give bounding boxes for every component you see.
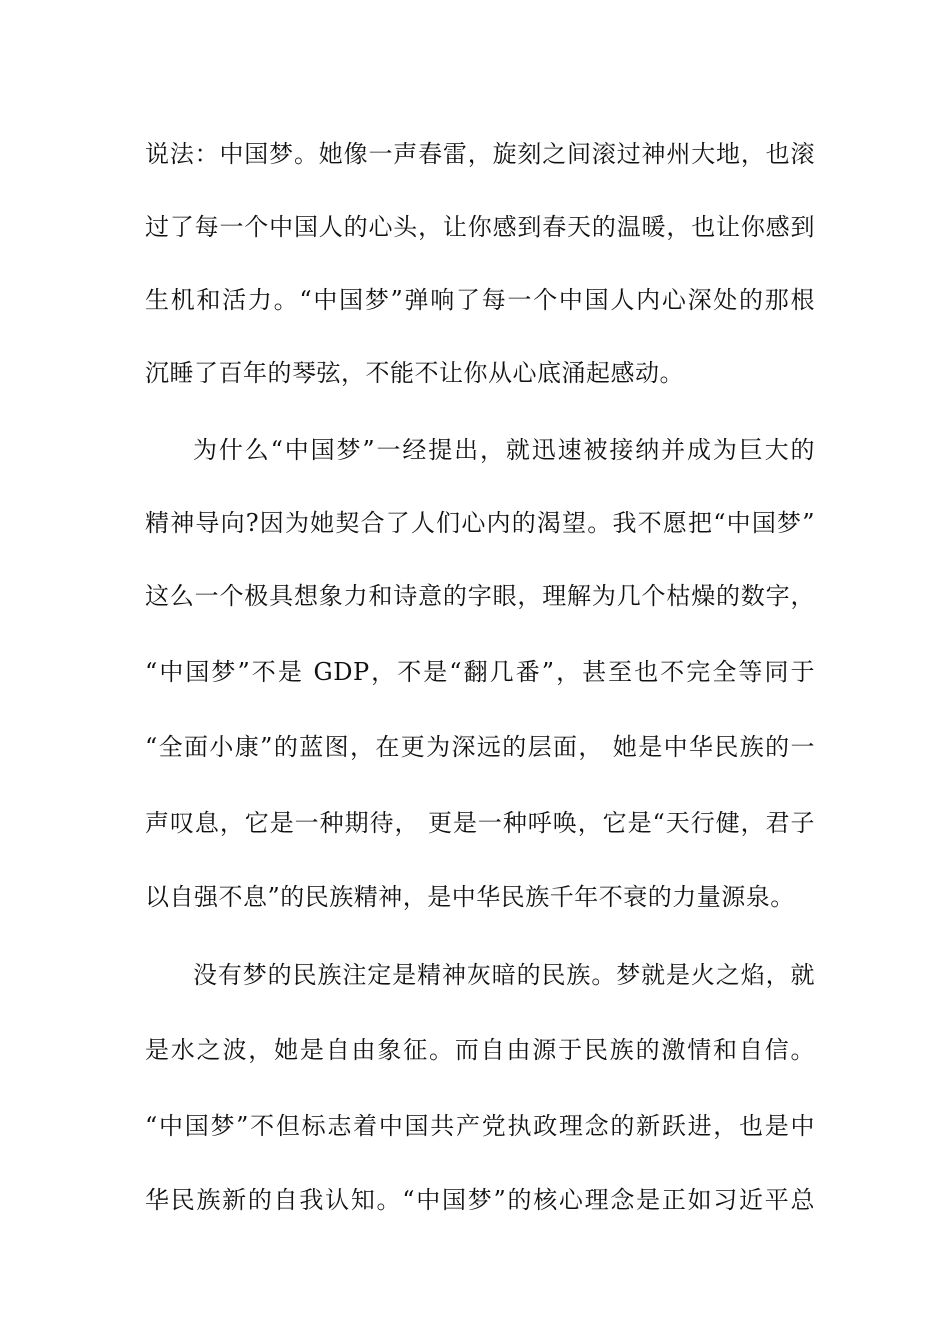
text-line: “中国梦”不但标志着中国共产党执政理念的新跃进，也是中: [145, 1112, 815, 1140]
text-line: 以自强不息”的民族精神，是中华民族千年不衰的力量源泉。: [145, 883, 795, 911]
text-line: 生机和活力。“中国梦”弹响了每一个中国人内心深处的那根: [145, 286, 815, 314]
text-line: 说法：中国梦。她像一声春雷，旋刻之间滚过神州大地，也滚: [145, 140, 815, 168]
text-line: 过了每一个中国人的心头，让你感到春天的温暖，也让你感到: [145, 213, 815, 241]
text-line: 沉睡了百年的琴弦，不能不让你从心底涌起感动。: [145, 359, 684, 387]
text-line: “全面小康”的蓝图，在更为深远的层面， 她是中华民族的一: [145, 733, 815, 761]
text-line: 声叹息，它是一种期待， 更是一种呼唤，它是“天行健，君子: [145, 809, 815, 837]
text-line: 是水之波，她是自由象征。而自由源于民族的激情和自信。: [145, 1036, 815, 1064]
text-line: 精神导向?因为她契合了人们心内的渴望。我不愿把“中国梦”: [145, 509, 815, 537]
text-line: 没有梦的民族注定是精神灰暗的民族。梦就是火之焰，就: [193, 961, 815, 989]
text-line: 华民族新的自我认知。“中国梦”的核心理念是正如习近平总: [145, 1186, 815, 1214]
text-line: “中国梦”不是 GDP，不是“翻几番”，甚至也不完全等同于: [145, 658, 815, 686]
text-line: 为什么“中国梦”一经提出，就迅速被接纳并成为巨大的: [193, 436, 815, 464]
text-line: 这么一个极具想象力和诗意的字眼，理解为几个枯燥的数字，: [145, 582, 815, 610]
